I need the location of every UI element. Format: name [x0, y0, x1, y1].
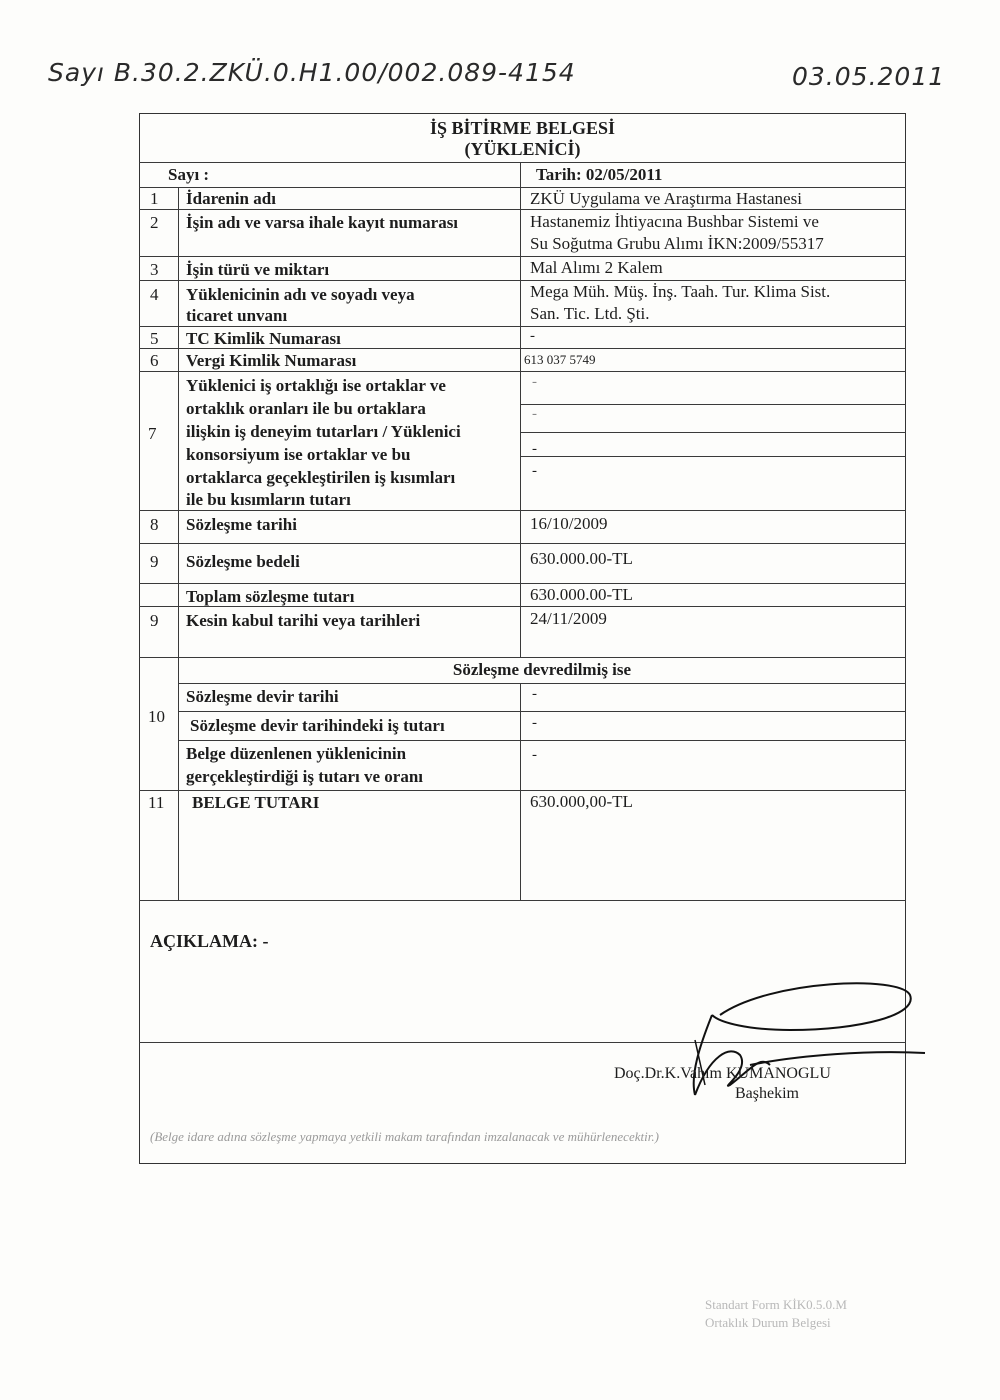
sayi-label: Sayı : — [168, 165, 210, 184]
belge-tutari-value: 630.000,00-TL — [530, 792, 633, 811]
row-label: ilişkin iş deneyim tutarları / Yüklenici — [186, 422, 461, 441]
row-value: 16/10/2009 — [530, 514, 608, 533]
row-label: Kesin kabul tarihi veya tarihleri — [186, 611, 421, 630]
row-number: 6 — [150, 351, 159, 370]
row-label: ile bu kısımların tutarı — [186, 490, 351, 509]
rule — [178, 740, 906, 741]
row-label: Yüklenicinin adı ve soyadı veya — [186, 285, 415, 304]
devir-ratio-label: gerçekleştirdiği iş tutarı ve oranı — [186, 767, 424, 786]
row-number: 5 — [150, 329, 159, 348]
row-label: konsorsiyum ise ortaklar ve bu — [186, 445, 411, 464]
row-value: Su Soğutma Grubu Alımı İKN:2009/55317 — [530, 234, 824, 253]
row-value: - — [532, 406, 537, 422]
devir-ratio-value: - — [532, 747, 537, 763]
devir-amount-value: - — [532, 715, 537, 731]
row-number: 1 — [150, 189, 159, 208]
row-label: Sözleşme tarihi — [186, 515, 297, 534]
row-value: Mega Müh. Müş. İnş. Taah. Tur. Klima Sist. — [530, 282, 831, 301]
row-number: 9 — [150, 552, 159, 571]
form-subtitle: (YÜKLENİCİ) — [464, 139, 581, 159]
row-value: ZKÜ Uygulama ve Araştırma Hastanesi — [530, 189, 802, 208]
row-label: İdarenin adı — [186, 189, 276, 208]
signer-name: Doç.Dr.K.Vahım KUMANOGLU — [614, 1065, 831, 1082]
row-number: 10 — [148, 707, 165, 726]
row-number: 4 — [150, 285, 159, 304]
rule — [178, 683, 906, 684]
belge-tutari-label: BELGE TUTARI — [192, 793, 320, 812]
rule — [139, 583, 906, 584]
devir-date-label: Sözleşme devir tarihi — [186, 687, 339, 706]
row-value: - — [532, 441, 537, 457]
rule — [520, 432, 906, 433]
row-label: ortaklık oranları ile bu ortaklara — [186, 399, 426, 418]
rule — [520, 404, 906, 405]
row-label: Vergi Kimlik Numarası — [186, 351, 357, 370]
row-label: Yüklenici iş ortaklığı ise ortaklar ve — [186, 376, 446, 395]
devir-date-value: - — [532, 686, 537, 702]
row-value: Mal Alımı 2 Kalem — [530, 258, 663, 277]
row-label: ticaret unvanı — [186, 306, 288, 325]
rule — [139, 790, 906, 791]
row-label: İşin adı ve varsa ihale kayıt numarası — [186, 213, 459, 232]
row-value: 630.000.00-TL — [530, 585, 633, 604]
row-value: 24/11/2009 — [530, 609, 607, 628]
rule — [178, 711, 906, 712]
row-number: 11 — [148, 793, 165, 812]
row-value: 613 037 5749 — [524, 352, 596, 367]
tarih-label: Tarih: 02/05/2011 — [536, 165, 663, 184]
row-label: TC Kimlik Numarası — [186, 329, 341, 348]
row-number: 3 — [150, 260, 159, 279]
column-divider — [520, 683, 521, 900]
row-number: 8 — [150, 515, 159, 534]
row-value: - — [532, 463, 537, 479]
row-number: 2 — [150, 213, 159, 232]
row-value: San. Tic. Ltd. Şti. — [530, 304, 650, 323]
rule — [520, 456, 906, 457]
row-value: - — [530, 328, 535, 344]
rule — [139, 657, 906, 658]
rule — [139, 900, 906, 901]
row-label: Sözleşme bedeli — [186, 552, 300, 571]
row-label: Toplam sözleşme tutarı — [186, 587, 355, 606]
footer-form-name: Ortaklık Durum Belgesi — [705, 1315, 831, 1330]
row-value: Hastanemiz İhtiyacına Bushbar Sistemi ve — [530, 212, 819, 231]
footer-form-code: Standart Form KİK0.5.0.M — [705, 1297, 847, 1312]
row-number: 7 — [148, 424, 157, 443]
rule — [139, 162, 906, 163]
aciklama-label: AÇIKLAMA: - — [150, 931, 269, 951]
devir-amount-label: Sözleşme devir tarihindeki iş tutarı — [190, 716, 445, 735]
row-value: - — [532, 374, 537, 390]
handwritten-reference-number: Sayı B.30.2.ZKÜ.0.H1.00/002.089-4154 — [48, 58, 576, 87]
handwritten-date: 03.05.2011 — [792, 62, 946, 91]
row-label: ortaklarca geçekleştirilen iş kısımları — [186, 468, 456, 487]
column-divider — [178, 187, 179, 900]
rule — [139, 256, 906, 257]
row-number: 9 — [150, 611, 159, 630]
signer-title: Başhekim — [735, 1085, 799, 1102]
row-label: İşin türü ve miktarı — [186, 260, 330, 279]
devir-ratio-label: Belge düzenlenen yüklenicinin — [186, 744, 407, 763]
column-divider — [520, 162, 521, 657]
devir-heading: Sözleşme devredilmiş ise — [452, 660, 632, 679]
footnote: (Belge idare adına sözleşme yapmaya yetkili makam tarafından imzalanacak ve mühürlenecektir.) — [150, 1129, 659, 1144]
rule — [139, 543, 906, 544]
row-value: 630.000.00-TL — [530, 549, 633, 568]
form-title: İŞ BİTİRME BELGESİ — [429, 118, 616, 138]
